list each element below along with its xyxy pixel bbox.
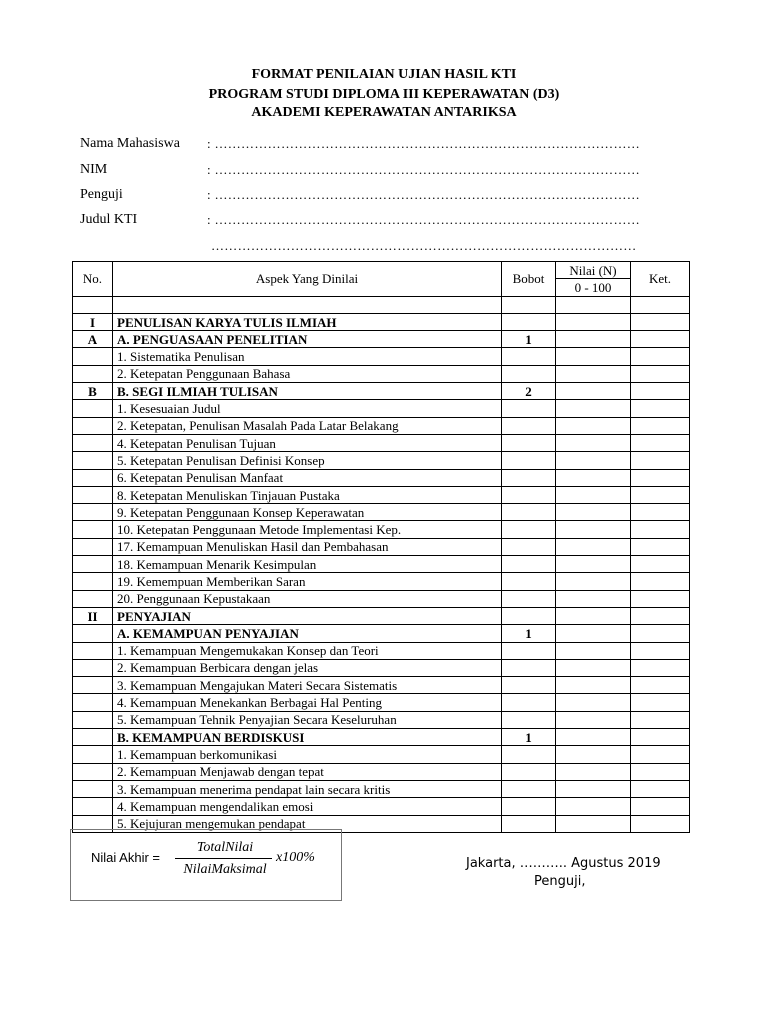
row-ket-input[interactable] <box>631 746 690 763</box>
row-aspek: 2. Ketepatan Penggunaan Bahasa <box>113 365 502 382</box>
row-nilai-input[interactable] <box>556 625 631 642</box>
row-bobot <box>502 486 556 503</box>
formula-fraction-bar <box>175 858 272 859</box>
row-aspek: PENULISAN KARYA TULIS ILMIAH <box>113 313 502 330</box>
row-ket-input[interactable] <box>631 642 690 659</box>
row-ket-input[interactable] <box>631 417 690 434</box>
field-label-nama: Nama Mahasiswa <box>80 136 180 151</box>
row-nilai-input[interactable] <box>556 313 631 330</box>
row-aspek: 5. Ketepatan Penulisan Definisi Konsep <box>113 452 502 469</box>
field-value-judul: : …………………………………………………………………………………… <box>207 212 641 227</box>
row-bobot <box>502 607 556 624</box>
row-nilai-input[interactable] <box>556 746 631 763</box>
row-nilai-input[interactable] <box>556 400 631 417</box>
header-bobot: Bobot <box>502 262 556 297</box>
field-label-judul: Judul KTI <box>80 212 138 227</box>
row-bobot <box>502 746 556 763</box>
signature-date-line: Jakarta, ……….. Agustus 2019 <box>466 856 661 871</box>
academy-title: AKADEMI KEPERAWATAN ANTARIKSA <box>251 105 517 120</box>
row-aspek: 3. Kemampuan Mengajukan Materi Secara Sistematis <box>113 677 502 694</box>
row-nilai-input[interactable] <box>556 538 631 555</box>
row-bobot <box>502 434 556 451</box>
row-nilai-input[interactable] <box>556 729 631 746</box>
row-nilai-input[interactable] <box>556 607 631 624</box>
row-ket-input[interactable] <box>631 711 690 728</box>
row-ket-input[interactable] <box>631 538 690 555</box>
row-aspek: B. SEGI ILMIAH TULISAN <box>113 383 502 400</box>
row-no <box>73 365 113 382</box>
row-ket-input[interactable] <box>631 607 690 624</box>
row-no <box>73 677 113 694</box>
table-row <box>73 625 690 642</box>
row-nilai-input[interactable] <box>556 521 631 538</box>
row-ket-input[interactable] <box>631 486 690 503</box>
row-ket-input[interactable] <box>631 763 690 780</box>
row-no <box>73 417 113 434</box>
row-nilai-input[interactable] <box>556 659 631 676</box>
table-row <box>73 659 690 676</box>
row-ket-input[interactable] <box>631 313 690 330</box>
row-nilai-input[interactable] <box>556 365 631 382</box>
table-row <box>73 729 690 746</box>
row-no <box>73 729 113 746</box>
row-ket-input[interactable] <box>631 469 690 486</box>
row-aspek: 18. Kemampuan Menarik Kesimpulan <box>113 556 502 573</box>
row-no <box>73 746 113 763</box>
row-ket-input[interactable] <box>631 590 690 607</box>
row-aspek: A. PENGUASAAN PENELITIAN <box>113 331 502 348</box>
field-value-nama: : …………………………………………………………………………………… <box>207 136 641 151</box>
row-nilai-input[interactable] <box>556 677 631 694</box>
formula-denominator: NilaiMaksimal <box>183 862 267 877</box>
header-nilai: Nilai (N) <box>556 262 631 279</box>
row-nilai-input[interactable] <box>556 763 631 780</box>
field-label-penguji: Penguji <box>80 187 123 202</box>
table-row <box>73 780 690 797</box>
row-bobot: 1 <box>502 729 556 746</box>
row-nilai-input[interactable] <box>556 504 631 521</box>
row-no <box>73 504 113 521</box>
row-no <box>73 469 113 486</box>
row-ket-input[interactable] <box>631 521 690 538</box>
row-aspek: 4. Kemampuan mengendalikan emosi <box>113 798 502 815</box>
row-nilai-input[interactable] <box>556 434 631 451</box>
row-ket-input[interactable] <box>631 452 690 469</box>
row-nilai-input[interactable] <box>556 694 631 711</box>
row-no <box>73 763 113 780</box>
row-bobot <box>502 521 556 538</box>
row-no: II <box>73 607 113 624</box>
row-no: B <box>73 383 113 400</box>
field-label-nim: NIM <box>80 162 108 177</box>
row-bobot <box>502 590 556 607</box>
table-row <box>73 504 690 521</box>
table-row <box>73 348 690 365</box>
row-aspek: B. KEMAMPUAN BERDISKUSI <box>113 729 502 746</box>
row-bobot <box>502 348 556 365</box>
row-aspek: 2. Ketepatan, Penulisan Masalah Pada Latar Belakang <box>113 417 502 434</box>
row-no <box>73 400 113 417</box>
row-no <box>73 798 113 815</box>
table-row <box>73 607 690 624</box>
row-ket-input[interactable] <box>631 798 690 815</box>
row-bobot <box>502 452 556 469</box>
row-bobot: 1 <box>502 625 556 642</box>
row-no <box>73 556 113 573</box>
row-nilai-input[interactable] <box>556 348 631 365</box>
row-nilai-input[interactable] <box>556 556 631 573</box>
row-nilai-input[interactable] <box>556 815 631 832</box>
row-no <box>73 573 113 590</box>
row-ket-input[interactable] <box>631 815 690 832</box>
row-bobot <box>502 417 556 434</box>
final-score-formula-box <box>70 829 342 901</box>
row-bobot: 2 <box>502 383 556 400</box>
row-bobot <box>502 504 556 521</box>
row-ket-input[interactable] <box>631 434 690 451</box>
row-no <box>73 590 113 607</box>
row-aspek: 1. Kemampuan berkomunikasi <box>113 746 502 763</box>
row-nilai-input[interactable] <box>556 383 631 400</box>
header-no: No. <box>73 262 113 297</box>
row-bobot <box>502 763 556 780</box>
row-aspek: 3. Kemampuan menerima pendapat lain secara kritis <box>113 780 502 797</box>
row-ket-input[interactable] <box>631 573 690 590</box>
assessment-table <box>72 261 690 833</box>
row-ket-input[interactable] <box>631 625 690 642</box>
table-row <box>73 313 690 330</box>
row-aspek: A. KEMAMPUAN PENYAJIAN <box>113 625 502 642</box>
row-no <box>73 711 113 728</box>
table-row <box>73 573 690 590</box>
table-row <box>73 400 690 417</box>
table-row <box>73 365 690 382</box>
row-ket-input[interactable] <box>631 400 690 417</box>
table-row <box>73 763 690 780</box>
table-row <box>73 538 690 555</box>
row-bobot: 1 <box>502 331 556 348</box>
row-aspek: 4. Kemampuan Menekankan Berbagai Hal Penting <box>113 694 502 711</box>
row-no <box>73 659 113 676</box>
table-header-row <box>73 262 690 279</box>
row-aspek: PENYAJIAN <box>113 607 502 624</box>
header-ket: Ket. <box>631 262 690 297</box>
row-aspek: 5. Kejujuran mengemukan pendapat <box>113 815 502 832</box>
row-nilai-input[interactable] <box>556 711 631 728</box>
row-ket-input[interactable] <box>631 780 690 797</box>
table-row <box>73 417 690 434</box>
table-row <box>73 694 690 711</box>
row-bobot <box>502 313 556 330</box>
table-header-separator <box>73 296 690 313</box>
row-no <box>73 348 113 365</box>
row-bobot <box>502 694 556 711</box>
row-bobot <box>502 711 556 728</box>
table-row <box>73 521 690 538</box>
row-aspek: 1. Kemampuan Mengemukakan Konsep dan Teori <box>113 642 502 659</box>
row-aspek: 8. Ketepatan Menuliskan Tinjauan Pustaka <box>113 486 502 503</box>
row-no <box>73 694 113 711</box>
row-aspek: 5. Kemampuan Tehnik Penyajian Secara Keseluruhan <box>113 711 502 728</box>
row-bobot <box>502 573 556 590</box>
row-bobot <box>502 780 556 797</box>
row-no <box>73 625 113 642</box>
row-aspek: 19. Kemempuan Memberikan Saran <box>113 573 502 590</box>
program-title: PROGRAM STUDI DIPLOMA III KEPERAWATAN (D3) <box>208 87 560 102</box>
row-no: A <box>73 331 113 348</box>
header-nilai-range: 0 - 100 <box>556 279 631 296</box>
row-no <box>73 434 113 451</box>
row-aspek: 17. Kemampuan Menuliskan Hasil dan Pembahasan <box>113 538 502 555</box>
row-ket-input[interactable] <box>631 504 690 521</box>
row-aspek: 1. Kesesuaian Judul <box>113 400 502 417</box>
row-ket-input[interactable] <box>631 694 690 711</box>
row-ket-input[interactable] <box>631 383 690 400</box>
row-nilai-input[interactable] <box>556 452 631 469</box>
row-bobot <box>502 659 556 676</box>
table-row <box>73 486 690 503</box>
row-ket-input[interactable] <box>631 556 690 573</box>
row-ket-input[interactable] <box>631 365 690 382</box>
row-no <box>73 452 113 469</box>
row-ket-input[interactable] <box>631 348 690 365</box>
row-bobot <box>502 556 556 573</box>
row-no <box>73 780 113 797</box>
form-title: FORMAT PENILAIAN UJIAN HASIL KTI <box>251 67 517 82</box>
table-row <box>73 556 690 573</box>
table-row <box>73 798 690 815</box>
row-ket-input[interactable] <box>631 331 690 348</box>
row-nilai-input[interactable] <box>556 486 631 503</box>
row-aspek: 20. Penggunaan Kepustakaan <box>113 590 502 607</box>
row-bobot <box>502 642 556 659</box>
field-value-judul-continuation: …………………………………………………………………………………… <box>211 238 637 253</box>
row-nilai-input[interactable] <box>556 642 631 659</box>
row-bobot <box>502 538 556 555</box>
row-bobot <box>502 798 556 815</box>
row-nilai-input[interactable] <box>556 469 631 486</box>
row-nilai-input[interactable] <box>556 573 631 590</box>
table-row <box>73 746 690 763</box>
row-aspek: 6. Ketepatan Penulisan Manfaat <box>113 469 502 486</box>
row-no <box>73 521 113 538</box>
row-ket-input[interactable] <box>631 677 690 694</box>
row-nilai-input[interactable] <box>556 798 631 815</box>
table-row <box>73 590 690 607</box>
row-aspek: 2. Kemampuan Berbicara dengan jelas <box>113 659 502 676</box>
signature-role: Penguji, <box>534 874 586 889</box>
row-nilai-input[interactable] <box>556 590 631 607</box>
field-value-penguji: : …………………………………………………………………………………… <box>207 187 641 202</box>
row-bobot <box>502 365 556 382</box>
row-ket-input[interactable] <box>631 659 690 676</box>
row-no <box>73 486 113 503</box>
field-value-nim: : …………………………………………………………………………………… <box>207 162 641 177</box>
row-aspek: 1. Sistematika Penulisan <box>113 348 502 365</box>
row-nilai-input[interactable] <box>556 417 631 434</box>
table-row <box>73 711 690 728</box>
row-aspek: 10. Ketepatan Penggunaan Metode Implementasi Kep. <box>113 521 502 538</box>
row-aspek: 2. Kemampuan Menjawab dengan tepat <box>113 763 502 780</box>
formula-multiplier: x100% <box>276 850 315 865</box>
table-row <box>73 677 690 694</box>
row-nilai-input[interactable] <box>556 780 631 797</box>
table-row <box>73 331 690 348</box>
formula-numerator: TotalNilai <box>196 840 254 855</box>
row-aspek: 9. Ketepatan Penggunaan Konsep Keperawatan <box>113 504 502 521</box>
row-no: I <box>73 313 113 330</box>
formula-label: Nilai Akhir = <box>91 850 160 865</box>
row-aspek: 4. Ketepatan Penulisan Tujuan <box>113 434 502 451</box>
row-bobot <box>502 815 556 832</box>
row-ket-input[interactable] <box>631 729 690 746</box>
table-row <box>73 383 690 400</box>
table-row <box>73 434 690 451</box>
row-bobot <box>502 400 556 417</box>
row-bobot <box>502 677 556 694</box>
row-no <box>73 538 113 555</box>
table-row <box>73 642 690 659</box>
row-nilai-input[interactable] <box>556 331 631 348</box>
row-no <box>73 642 113 659</box>
table-row <box>73 469 690 486</box>
header-aspek: Aspek Yang Dinilai <box>113 262 502 297</box>
table-row <box>73 452 690 469</box>
row-bobot <box>502 469 556 486</box>
